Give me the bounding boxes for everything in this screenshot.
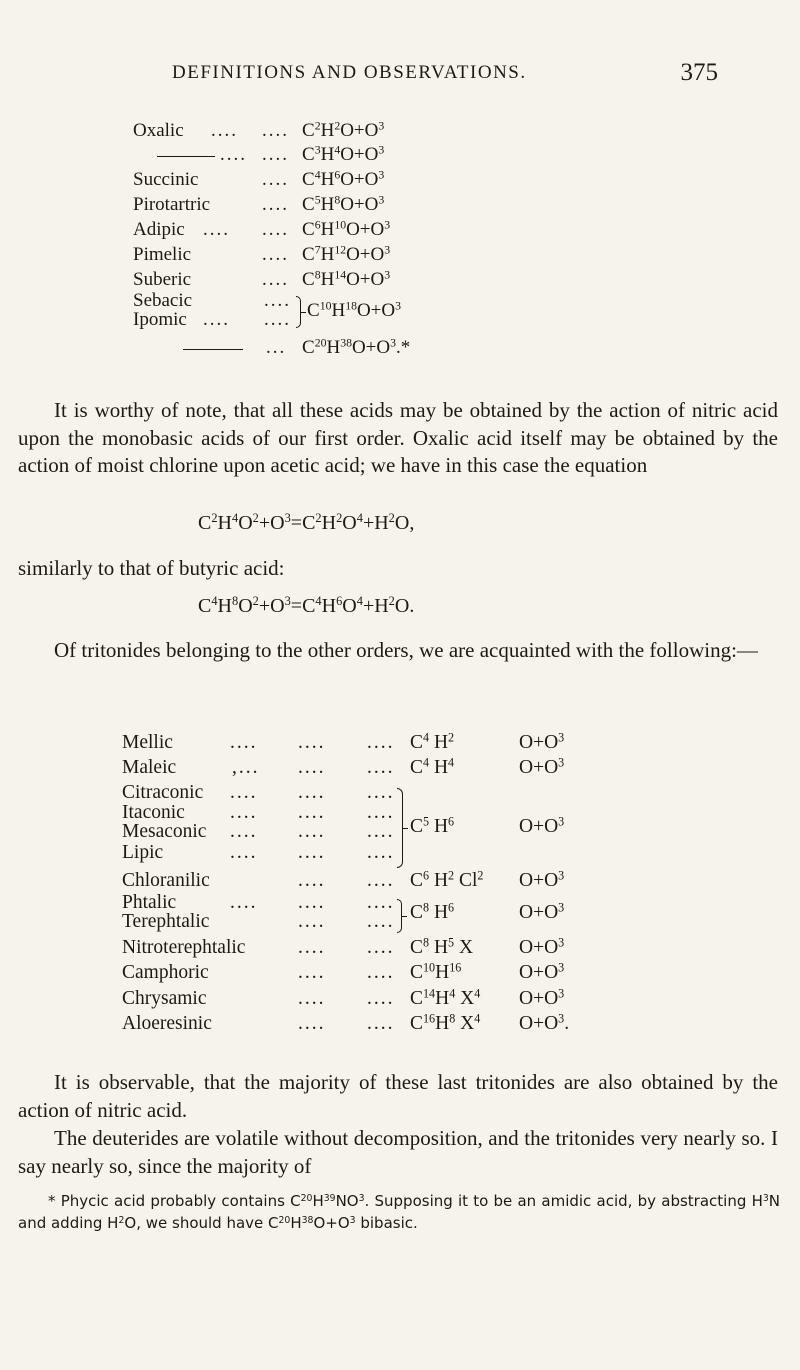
formula-tail: $O+O^3$	[519, 986, 565, 1009]
leader-dots: ....	[220, 144, 247, 165]
leader-dots: ....	[298, 842, 326, 863]
acid-formula: $C^4$ $H^4$	[410, 755, 455, 778]
acid-formula: $C^3H^4O+O^3$	[302, 143, 385, 165]
leader-dots: ....	[264, 290, 291, 311]
leader-dots: ....	[298, 1013, 326, 1034]
paragraph-text: Of tritonides belonging to the other orders, we are acquainted with the following:—	[54, 638, 758, 662]
paragraph	[18, 397, 778, 480]
equation: $C^2H^4O^2+O^3=C^2H^2O^4+H^2O$,	[198, 511, 415, 534]
acid-formula: $C^{14}H^4$ $X^4$	[410, 986, 481, 1009]
table-row	[0, 1011, 800, 1037]
leader-dots: ....	[367, 937, 395, 958]
paragraph	[18, 1125, 778, 1180]
leader-dots: ....	[367, 1013, 395, 1034]
leader-dots: ....	[367, 892, 395, 913]
leader-dots: ...	[266, 337, 287, 358]
leader-dots: ....	[230, 732, 258, 753]
leader-dots: ....	[367, 911, 395, 932]
paragraph	[18, 637, 778, 665]
shared-formula-row	[0, 298, 800, 324]
leader-dots: ....	[298, 962, 326, 983]
acid-name: Succinic	[133, 169, 199, 190]
leader-dots: ....	[262, 244, 289, 265]
page-number: 375	[680, 59, 718, 86]
table-row	[0, 192, 800, 218]
acid-name: Aloeresinic	[122, 1013, 212, 1034]
acid-formula: $C^8$ $H^5$ X	[410, 935, 474, 958]
leader-dots: ....	[262, 194, 289, 215]
formula-tail: $O+O^3$	[519, 900, 565, 923]
table-row	[0, 217, 800, 243]
table-row	[0, 167, 800, 193]
table-row	[0, 335, 800, 361]
acid-name: Sebacic	[133, 290, 193, 311]
leader-dots: ....	[298, 757, 326, 778]
formula-tail: $O+O^3$	[519, 755, 565, 778]
leader-dots: ....	[298, 732, 326, 753]
acid-name: Lipic	[122, 842, 164, 863]
running-header	[0, 59, 800, 92]
table-row	[0, 142, 800, 168]
leader-dots: ....	[298, 870, 326, 891]
acid-name: Mesaconic	[122, 821, 207, 842]
acid-name: Pimelic	[133, 244, 192, 265]
running-title: DEFINITIONS AND OBSERVATIONS.	[172, 62, 527, 83]
leader-dots: ....	[262, 144, 289, 165]
leader-dots: ....	[298, 782, 326, 803]
leader-dots: ....	[264, 309, 291, 330]
leader-dots: ....	[298, 937, 326, 958]
acid-formula: $C^4$ $H^2$	[410, 730, 455, 753]
group-formula-row	[0, 900, 800, 926]
acid-name: Maleic	[122, 757, 177, 778]
footnote	[18, 1190, 780, 1234]
paragraph-text: It is observable, that the majority of these last tritonides are also obtained by the action of nitric acid.	[18, 1070, 778, 1122]
acid-formula: $C^{20}H^{38}O+O^3.*$	[302, 336, 411, 358]
footnote-text: * Phycic acid probably contains $C^{20}H^{39}NO^3$. Supposing it to be an amidic acid, by abstracting $H^3N$ and adding $H^2O$, we should have $C^{20}H^{38}O+O^3$ bibasic.	[18, 1192, 780, 1232]
paragraph	[18, 1069, 778, 1124]
leader-dots: ....	[262, 169, 289, 190]
acid-formula: $C^6$ $H^2$ Cl$^2$	[410, 868, 484, 891]
paragraph-text: The deuterides are volatile without decomposition, and the tritonides very nearly so. I say nearly so, since the majority of	[18, 1126, 778, 1178]
table-row	[0, 242, 800, 268]
acid-name: Nitroterephtalic	[122, 937, 246, 958]
leader-dots: ....	[230, 892, 258, 913]
leader-dots: ....	[298, 911, 326, 932]
leader-dots: ....	[262, 219, 289, 240]
paragraph-text: similarly to that of butyric acid:	[18, 556, 285, 580]
leader-dots: ....	[230, 821, 258, 842]
formula-tail: $O+O^3$	[519, 960, 565, 983]
acid-name: Chloranilic	[122, 870, 210, 891]
acid-formula: $C^8$ $H^6$	[410, 900, 455, 923]
acid-formula: $C^{16}H^8$ $X^4$	[410, 1011, 481, 1034]
group-formula-row	[0, 814, 800, 840]
leader-dots: ....	[367, 802, 395, 823]
equation: $C^4H^8O^2+O^3=C^4H^6O^4+H^2O$.	[198, 594, 415, 617]
leader-dots: ....	[262, 120, 289, 141]
acid-formula: $C^4H^6O+O^3$	[302, 168, 385, 190]
leader-dots: ....	[367, 782, 395, 803]
ditto-dash	[183, 349, 243, 350]
acid-formula: $C^2H^2O+O^3$	[302, 119, 385, 141]
leader-dots: ....	[298, 892, 326, 913]
leader-dots: ....	[262, 269, 289, 290]
acid-formula: $C^5H^8O+O^3$	[302, 193, 385, 215]
formula-tail: $O+O^3$	[519, 814, 565, 837]
leader-dots: ....	[230, 842, 258, 863]
leader-dots: ....	[203, 309, 230, 330]
leader-dots: ....	[367, 821, 395, 842]
acid-name: Chrysamic	[122, 988, 207, 1009]
ditto-dash	[157, 156, 215, 157]
acid-name: Terephtalic	[122, 911, 210, 932]
acid-name: Oxalic	[133, 120, 184, 141]
formula-tail: $O+O^3$	[519, 935, 565, 958]
table-row	[0, 935, 800, 961]
acid-name: Citraconic	[122, 782, 204, 803]
acid-name: Suberic	[133, 269, 192, 290]
acid-formula: $C^6H^{10}O+O^3$	[302, 218, 391, 240]
formula-tail: $O+O^3$.	[519, 1011, 570, 1034]
leader-dots: ,...	[232, 757, 260, 778]
leader-dots: ....	[367, 988, 395, 1009]
acid-name: Mellic	[122, 732, 173, 753]
leader-dots: ....	[367, 842, 395, 863]
acid-formula: $C^{10}H^{18}O+O^3$	[307, 299, 402, 321]
acid-formula: $C^5$ $H^6$	[410, 814, 455, 837]
leader-dots: ....	[298, 821, 326, 842]
table-row	[0, 986, 800, 1012]
formula-tail: $O+O^3$	[519, 868, 565, 891]
acid-name: Camphoric	[122, 962, 209, 983]
acid-name: Phtalic	[122, 892, 177, 913]
leader-dots: ....	[367, 962, 395, 983]
table-row	[0, 755, 800, 781]
table-row	[0, 118, 800, 144]
acid-name: Itaconic	[122, 802, 185, 823]
leader-dots: ....	[211, 120, 238, 141]
leader-dots: ....	[230, 802, 258, 823]
leader-dots: ....	[367, 757, 395, 778]
acid-formula: $C^7H^{12}O+O^3$	[302, 243, 391, 265]
table-row	[0, 730, 800, 756]
leader-dots: ....	[230, 782, 258, 803]
leader-dots: ....	[298, 802, 326, 823]
acid-name: Ipomic	[133, 309, 187, 330]
leader-dots: ....	[298, 988, 326, 1009]
paragraph	[18, 555, 778, 583]
acid-name: Adipic	[133, 219, 185, 240]
acid-name: Pirotartric	[133, 194, 211, 215]
paragraph-text: It is worthy of note, that all these acids may be obtained by the action of nitric acid upon the monobasic acids of our first order. Oxalic acid itself may be obtained by the action of moist chlorine upon acetic acid; we have in this case the equation	[18, 398, 778, 477]
leader-dots: ....	[203, 219, 230, 240]
formula-tail: $O+O^3$	[519, 730, 565, 753]
acid-formula: $C^8H^{14}O+O^3$	[302, 268, 391, 290]
leader-dots: ....	[367, 732, 395, 753]
acid-formula: $C^{10}H^{16}$	[410, 960, 462, 983]
leader-dots: ....	[367, 870, 395, 891]
table-row	[0, 960, 800, 986]
